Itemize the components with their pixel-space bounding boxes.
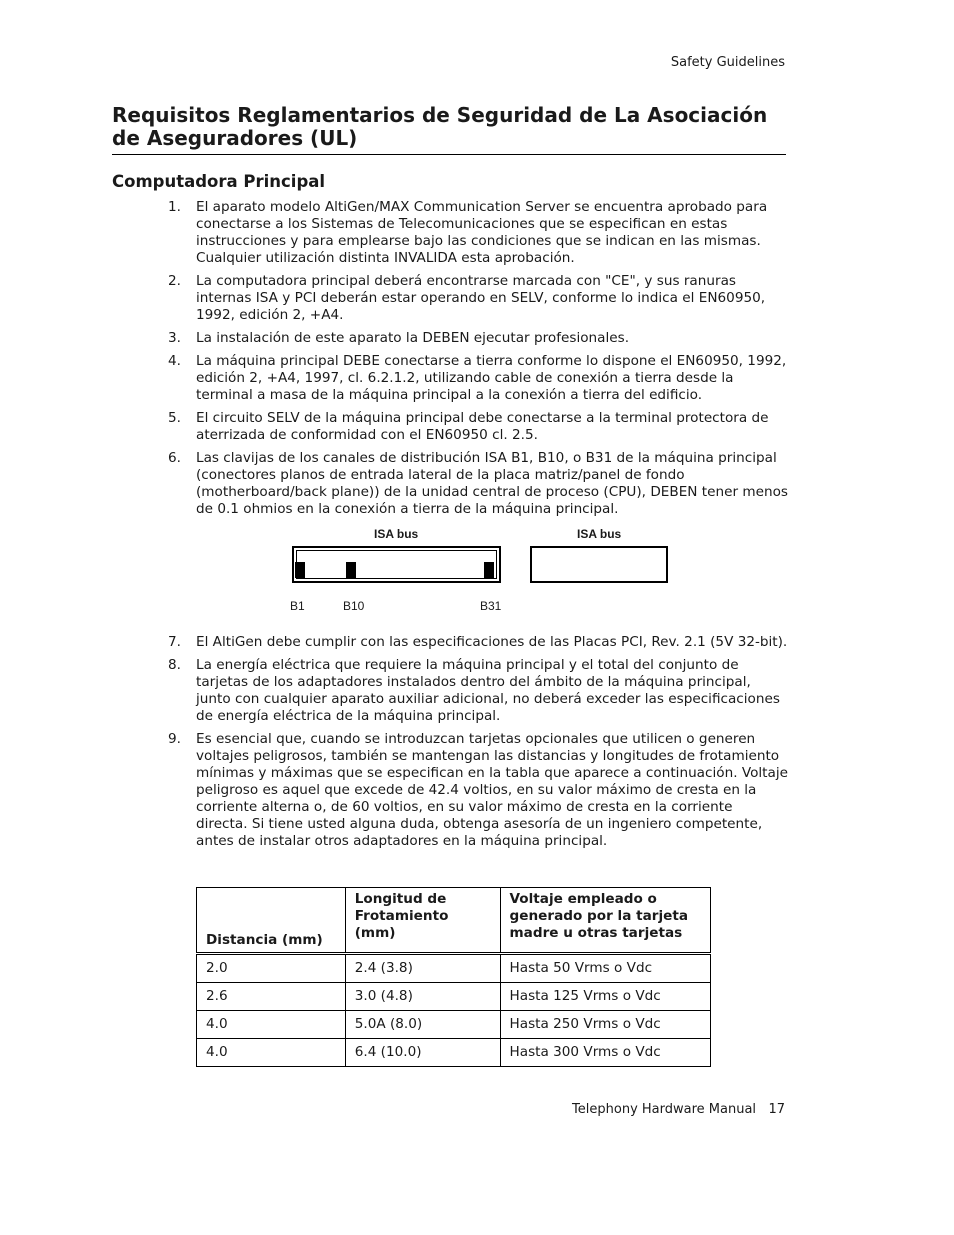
pin-label-b31: B31 — [480, 599, 502, 613]
pin-label-b10: B10 — [343, 599, 365, 613]
table-cell: Hasta 50 Vrms o Vdc — [500, 954, 710, 983]
table-cell: Hasta 250 Vrms o Vdc — [500, 1011, 710, 1039]
table-cell: 5.0A (8.0) — [345, 1011, 500, 1039]
table-cell: 4.0 — [197, 1011, 346, 1039]
list-item — [112, 199, 788, 267]
list-item — [112, 450, 788, 622]
list-item — [112, 634, 788, 651]
pin-b31 — [484, 562, 494, 578]
item-number: 1. — [168, 199, 181, 215]
item-number: 7. — [168, 634, 181, 650]
isa-slot-with-pins — [292, 546, 501, 583]
page-footer — [572, 1102, 785, 1117]
pin-label-b1: B1 — [290, 599, 305, 613]
item-text: El AltiGen debe cumplir con las especificaciones de las Placas PCI, Rev. 2.1 (5V 32-bit). — [196, 634, 788, 650]
table-cell: 2.6 — [197, 983, 346, 1011]
section-title: Requisitos Reglamentarios de Seguridad de La Asociación de Aseguradores (UL) — [112, 104, 786, 155]
list-item — [112, 353, 788, 404]
item-number: 5. — [168, 410, 181, 426]
table-cell: Hasta 300 Vrms o Vdc — [500, 1039, 710, 1067]
item-number: 2. — [168, 273, 181, 289]
header-distance: Distancia (mm) — [197, 888, 346, 954]
pin-b10 — [346, 562, 356, 578]
clearance-table — [196, 887, 711, 1067]
isa-bus-label-right: ISA bus — [577, 527, 622, 541]
list-item — [112, 330, 788, 347]
table-cell: 2.0 — [197, 954, 346, 983]
item-text: La computadora principal deberá encontrarse marcada con "CE", y sus ranuras internas ISA y PCI deberán estar operando en SELV, conforme lo indica el EN60950, 1992, edición 2, +A4. — [196, 273, 766, 323]
table-cell: 3.0 (4.8) — [345, 983, 500, 1011]
item-text: El aparato modelo AltiGen/MAX Communication Server se encuentra aprobado para conectarse a los Sistemas de Telecomunicaciones que se especifican en estas instrucciones y para emplearse bajo las condiciones que se indican en las mismas. Cualquier utilización distinta INVALIDA esta aprobación. — [196, 199, 768, 266]
list-item — [112, 273, 788, 324]
page-number: 17 — [768, 1102, 785, 1117]
list-item — [112, 410, 788, 444]
list-item — [112, 731, 788, 850]
item-number: 3. — [168, 330, 181, 346]
item-text: La instalación de este aparato la DEBEN ejecutar profesionales. — [196, 330, 630, 346]
list-item — [112, 657, 788, 725]
table-cell: 6.4 (10.0) — [345, 1039, 500, 1067]
table-cell: Hasta 125 Vrms o Vdc — [500, 983, 710, 1011]
item-text: La máquina principal DEBE conectarse a tierra conforme lo dispone el EN60950, 1992, edición 2, +A4, 1997, cl. 6.2.1.2, utilizando cable de conexión a tierra desde la terminal a masa de la máquina principal a la conexión a tierra del edificio. — [196, 353, 787, 403]
item-text: El circuito SELV de la máquina principal debe conectarse a la terminal protectora de aterrizada de conformidad con el EN60950 cl. 2.5. — [196, 410, 769, 443]
table-header-row — [197, 888, 711, 954]
item-number: 9. — [168, 731, 181, 747]
isa-bus-diagram — [196, 526, 788, 622]
running-head: Safety Guidelines — [670, 55, 785, 70]
header-voltage: Voltaje empleado o generado por la tarjeta madre u otras tarjetas — [500, 888, 710, 954]
table-row — [197, 983, 711, 1011]
item-number: 4. — [168, 353, 181, 369]
item-text: Las clavijas de los canales de distribución ISA B1, B10, o B31 de la máquina principal (conectores planos de entrada lateral de la placa matriz/panel de fondo (motherboard/back plane)) de la unidad central de proceso (CPU), DEBEN tener menos de 0.1 ohmios en la conexión a tierra de la máquina principal. — [196, 450, 788, 517]
isa-slot-inner — [296, 550, 497, 579]
table-cell: 4.0 — [197, 1039, 346, 1067]
requirements-list — [112, 199, 788, 856]
table-row — [197, 1039, 711, 1067]
pin-b1 — [295, 562, 305, 578]
item-number: 6. — [168, 450, 181, 466]
item-text: La energía eléctrica que requiere la máquina principal y el total del conjunto de tarjetas de los adaptadores instalados dentro del ámbito de la máquina principal, junto con cualquier aparato auxiliar adicional, no deberá exceder las especificaciones de energía eléctrica de la máquina principal. — [196, 657, 780, 724]
isa-slot-empty — [530, 546, 668, 583]
subsection-title: Computadora Principal — [112, 172, 326, 191]
table-row — [197, 1011, 711, 1039]
manual-title: Telephony Hardware Manual — [572, 1102, 757, 1117]
isa-bus-label-left: ISA bus — [374, 527, 419, 541]
item-text: Es esencial que, cuando se introduzcan tarjetas opcionales que utilicen o generen voltajes peligrosos, también se mantengan las distancias y longitudes de frotamiento mínimas y máximas que se especifican en la tabla que aparece a continuación. Voltaje peligroso es aquel que excede de 42.4 voltios, en su valor máximo de cresta en la corriente alterna o, de 60 voltios, en su valor máximo de cresta en la corriente directa. Si tiene usted alguna duda, obtenga asesoría de un ingeniero competente, antes de instalar otros adaptadores en la máquina principal. — [196, 731, 788, 849]
table-cell: 2.4 (3.8) — [345, 954, 500, 983]
header-creepage: Longitud de Frotamiento (mm) — [345, 888, 500, 954]
table-row — [197, 954, 711, 983]
item-number: 8. — [168, 657, 181, 673]
